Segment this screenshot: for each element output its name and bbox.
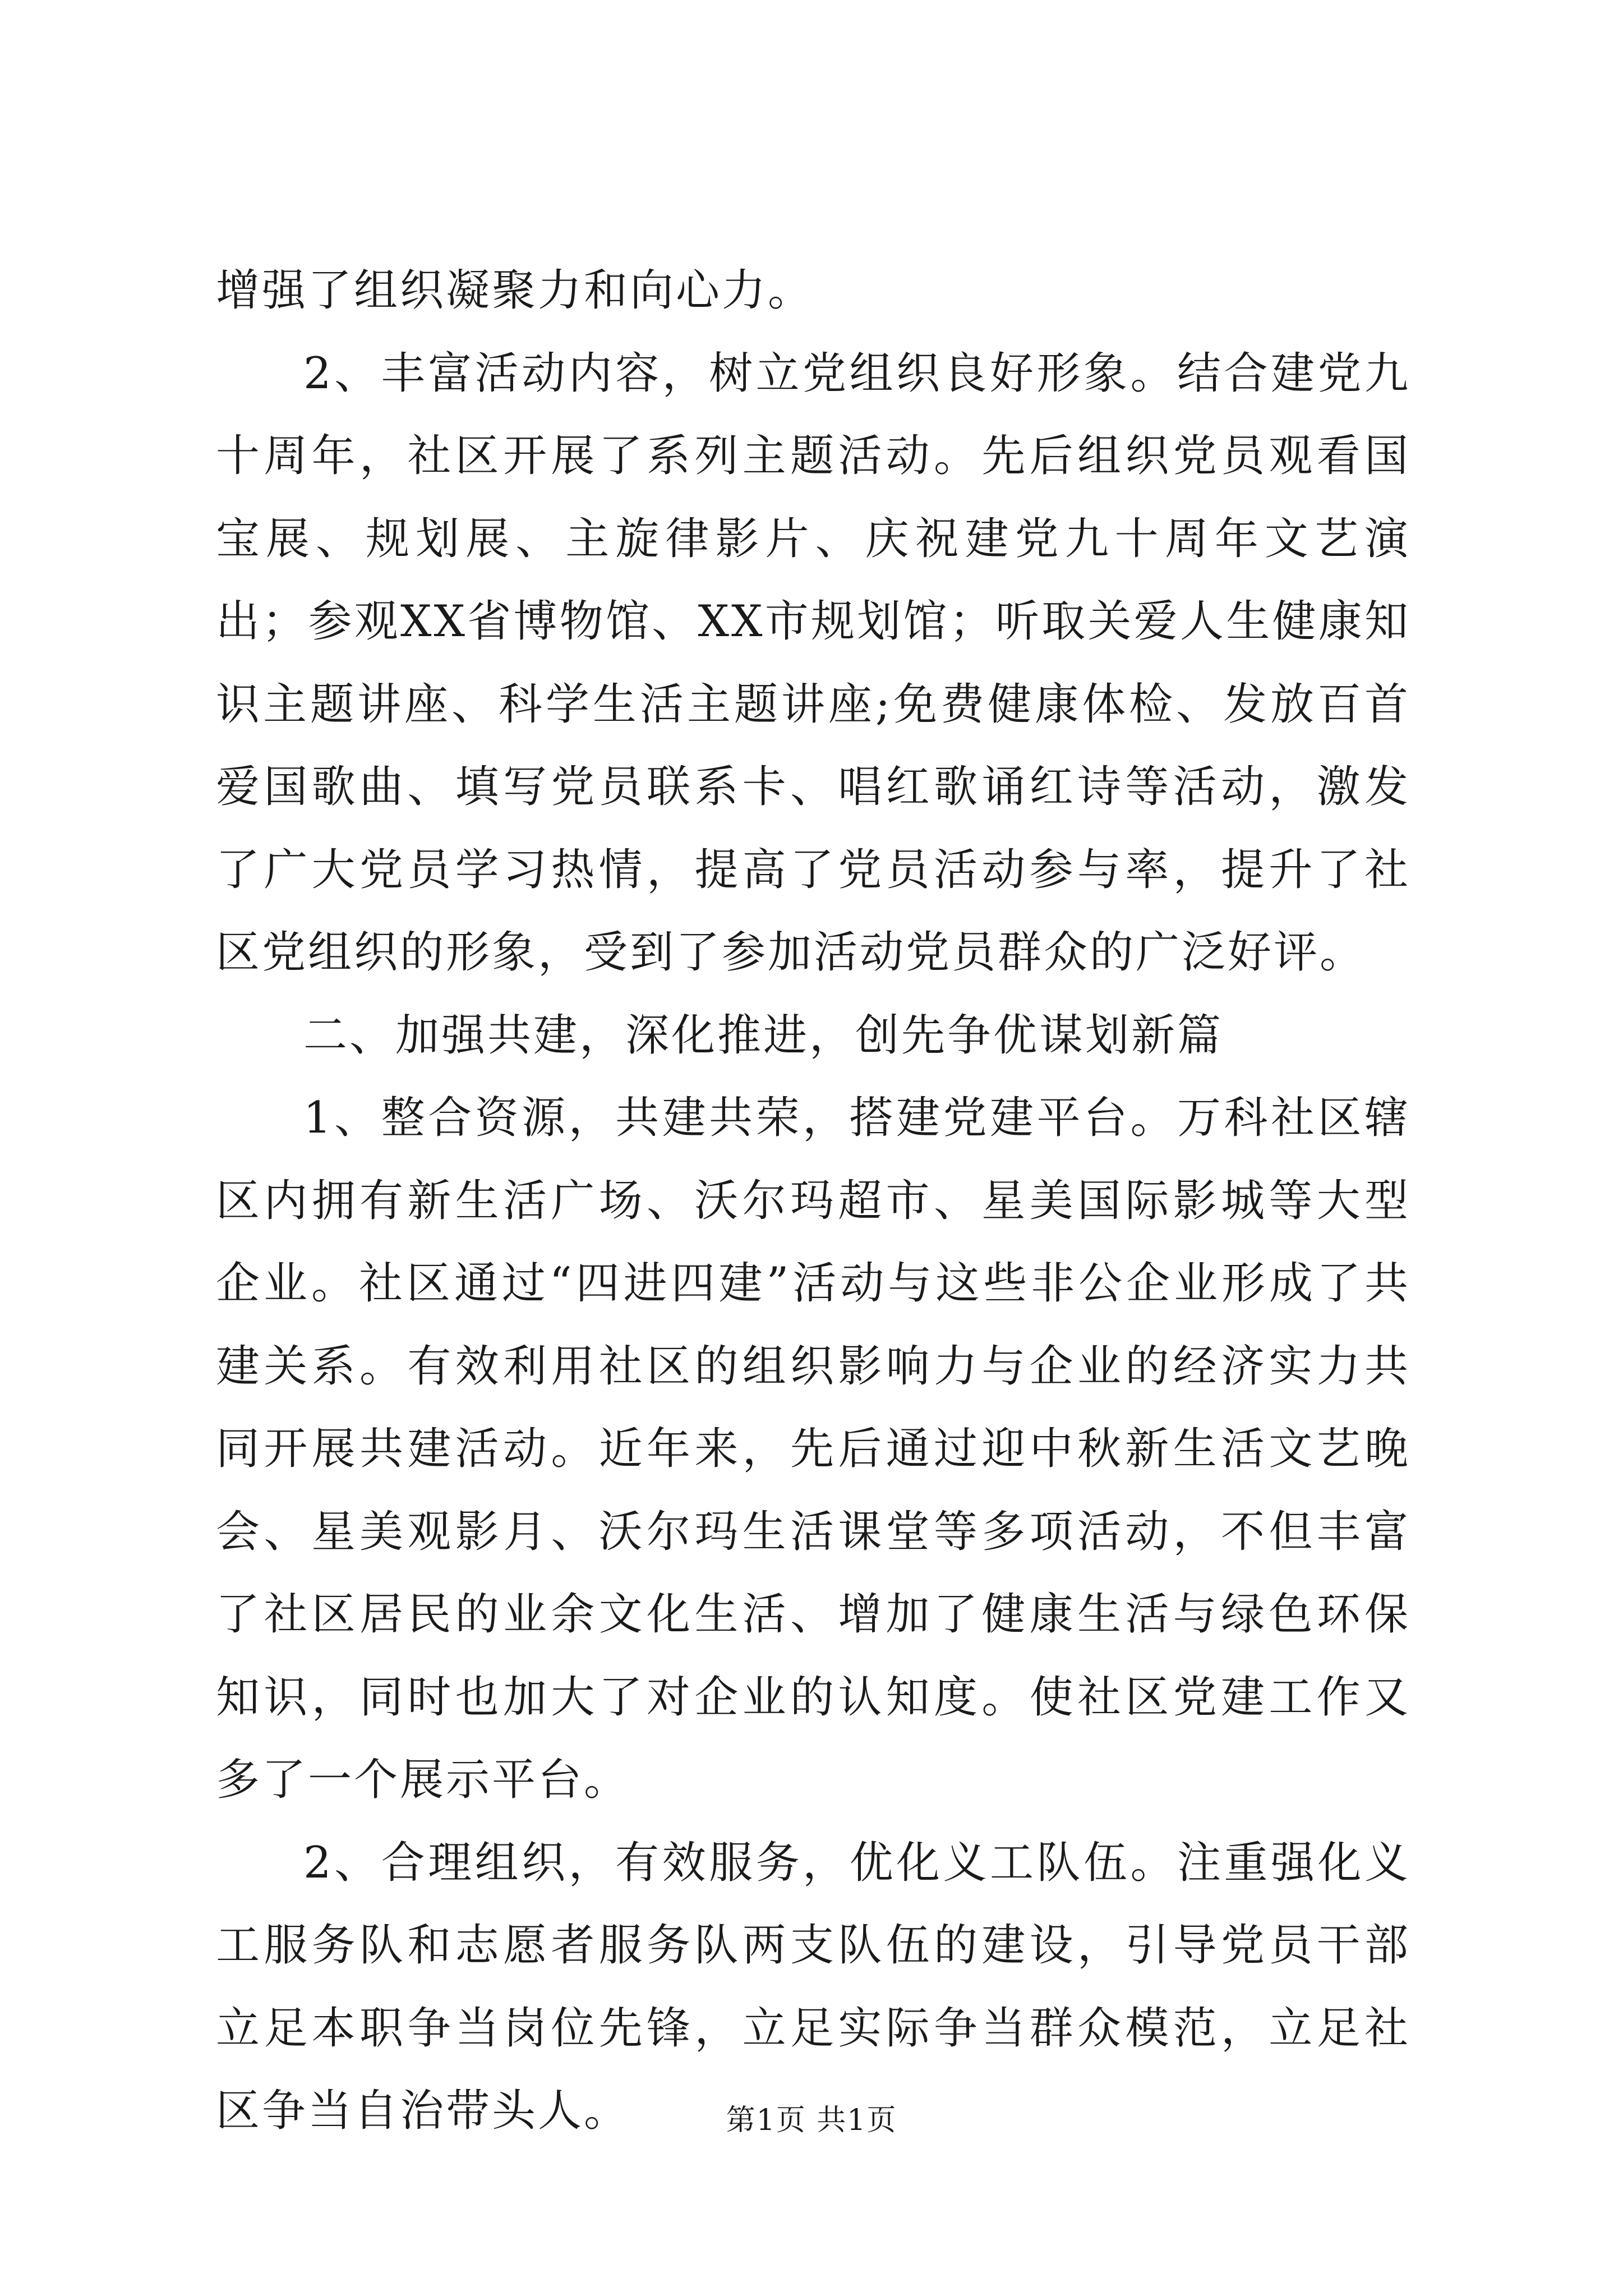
section-heading-2: 二、加强共建，深化推进，创先争优谋划新篇 <box>303 1010 1224 1061</box>
paragraph-1: 增强了组织凝聚力和向心力。 <box>216 265 814 316</box>
document-body <box>216 250 1410 2153</box>
paragraph-4: 2、合理组织，有效服务，优化义工队伍。注重强化义工服务队和志愿者服务队两支队伍的建设，引导党员干部立足本职争当岗位先锋，立足实际争当群众模范，立足社区争当自治带头人。 <box>216 1837 1410 2136</box>
paragraph-3: 1、整合资源，共建共荣，搭建党建平台。万科社区辖区内拥有新生活广场、沃尔玛超市、星美国际影城等大型企业。社区通过“四进四建”活动与这些非公企业形成了共建关系。有效利用社区的组织影响力与企业的经济实力共同开展共建活动。近年来，先后通过迎中秋新生活文艺晚会、星美观影月、沃尔玛生活课堂等多项活动，不但丰富了社区居民的业余文化生活、增加了健康生活与绿色环保知识，同时也加大了对企业的认知度。使社区党建工作又多了一个展示平台。 <box>216 1093 1410 1805</box>
paragraph-2: 2、丰富活动内容，树立党组织良好形象。结合建党九十周年，社区开展了系列主题活动。先后组织党员观看国宝展、规划展、主旋律影片、庆祝建党九十周年文艺演出；参观XX省博物馆、XX市规划馆；听取关爱人生健康知识主题讲座、科学生活主题讲座;免费健康体检、发放百首爱国歌曲、填写党员联系卡、唱红歌诵红诗等活动，激发了广大党员学习热情，提高了党员活动参与率，提升了社区党组织的形象，受到了参加活动党员群众的广泛好评。 <box>216 348 1410 978</box>
page-footer: 第1页 共1页 <box>726 2104 897 2137</box>
